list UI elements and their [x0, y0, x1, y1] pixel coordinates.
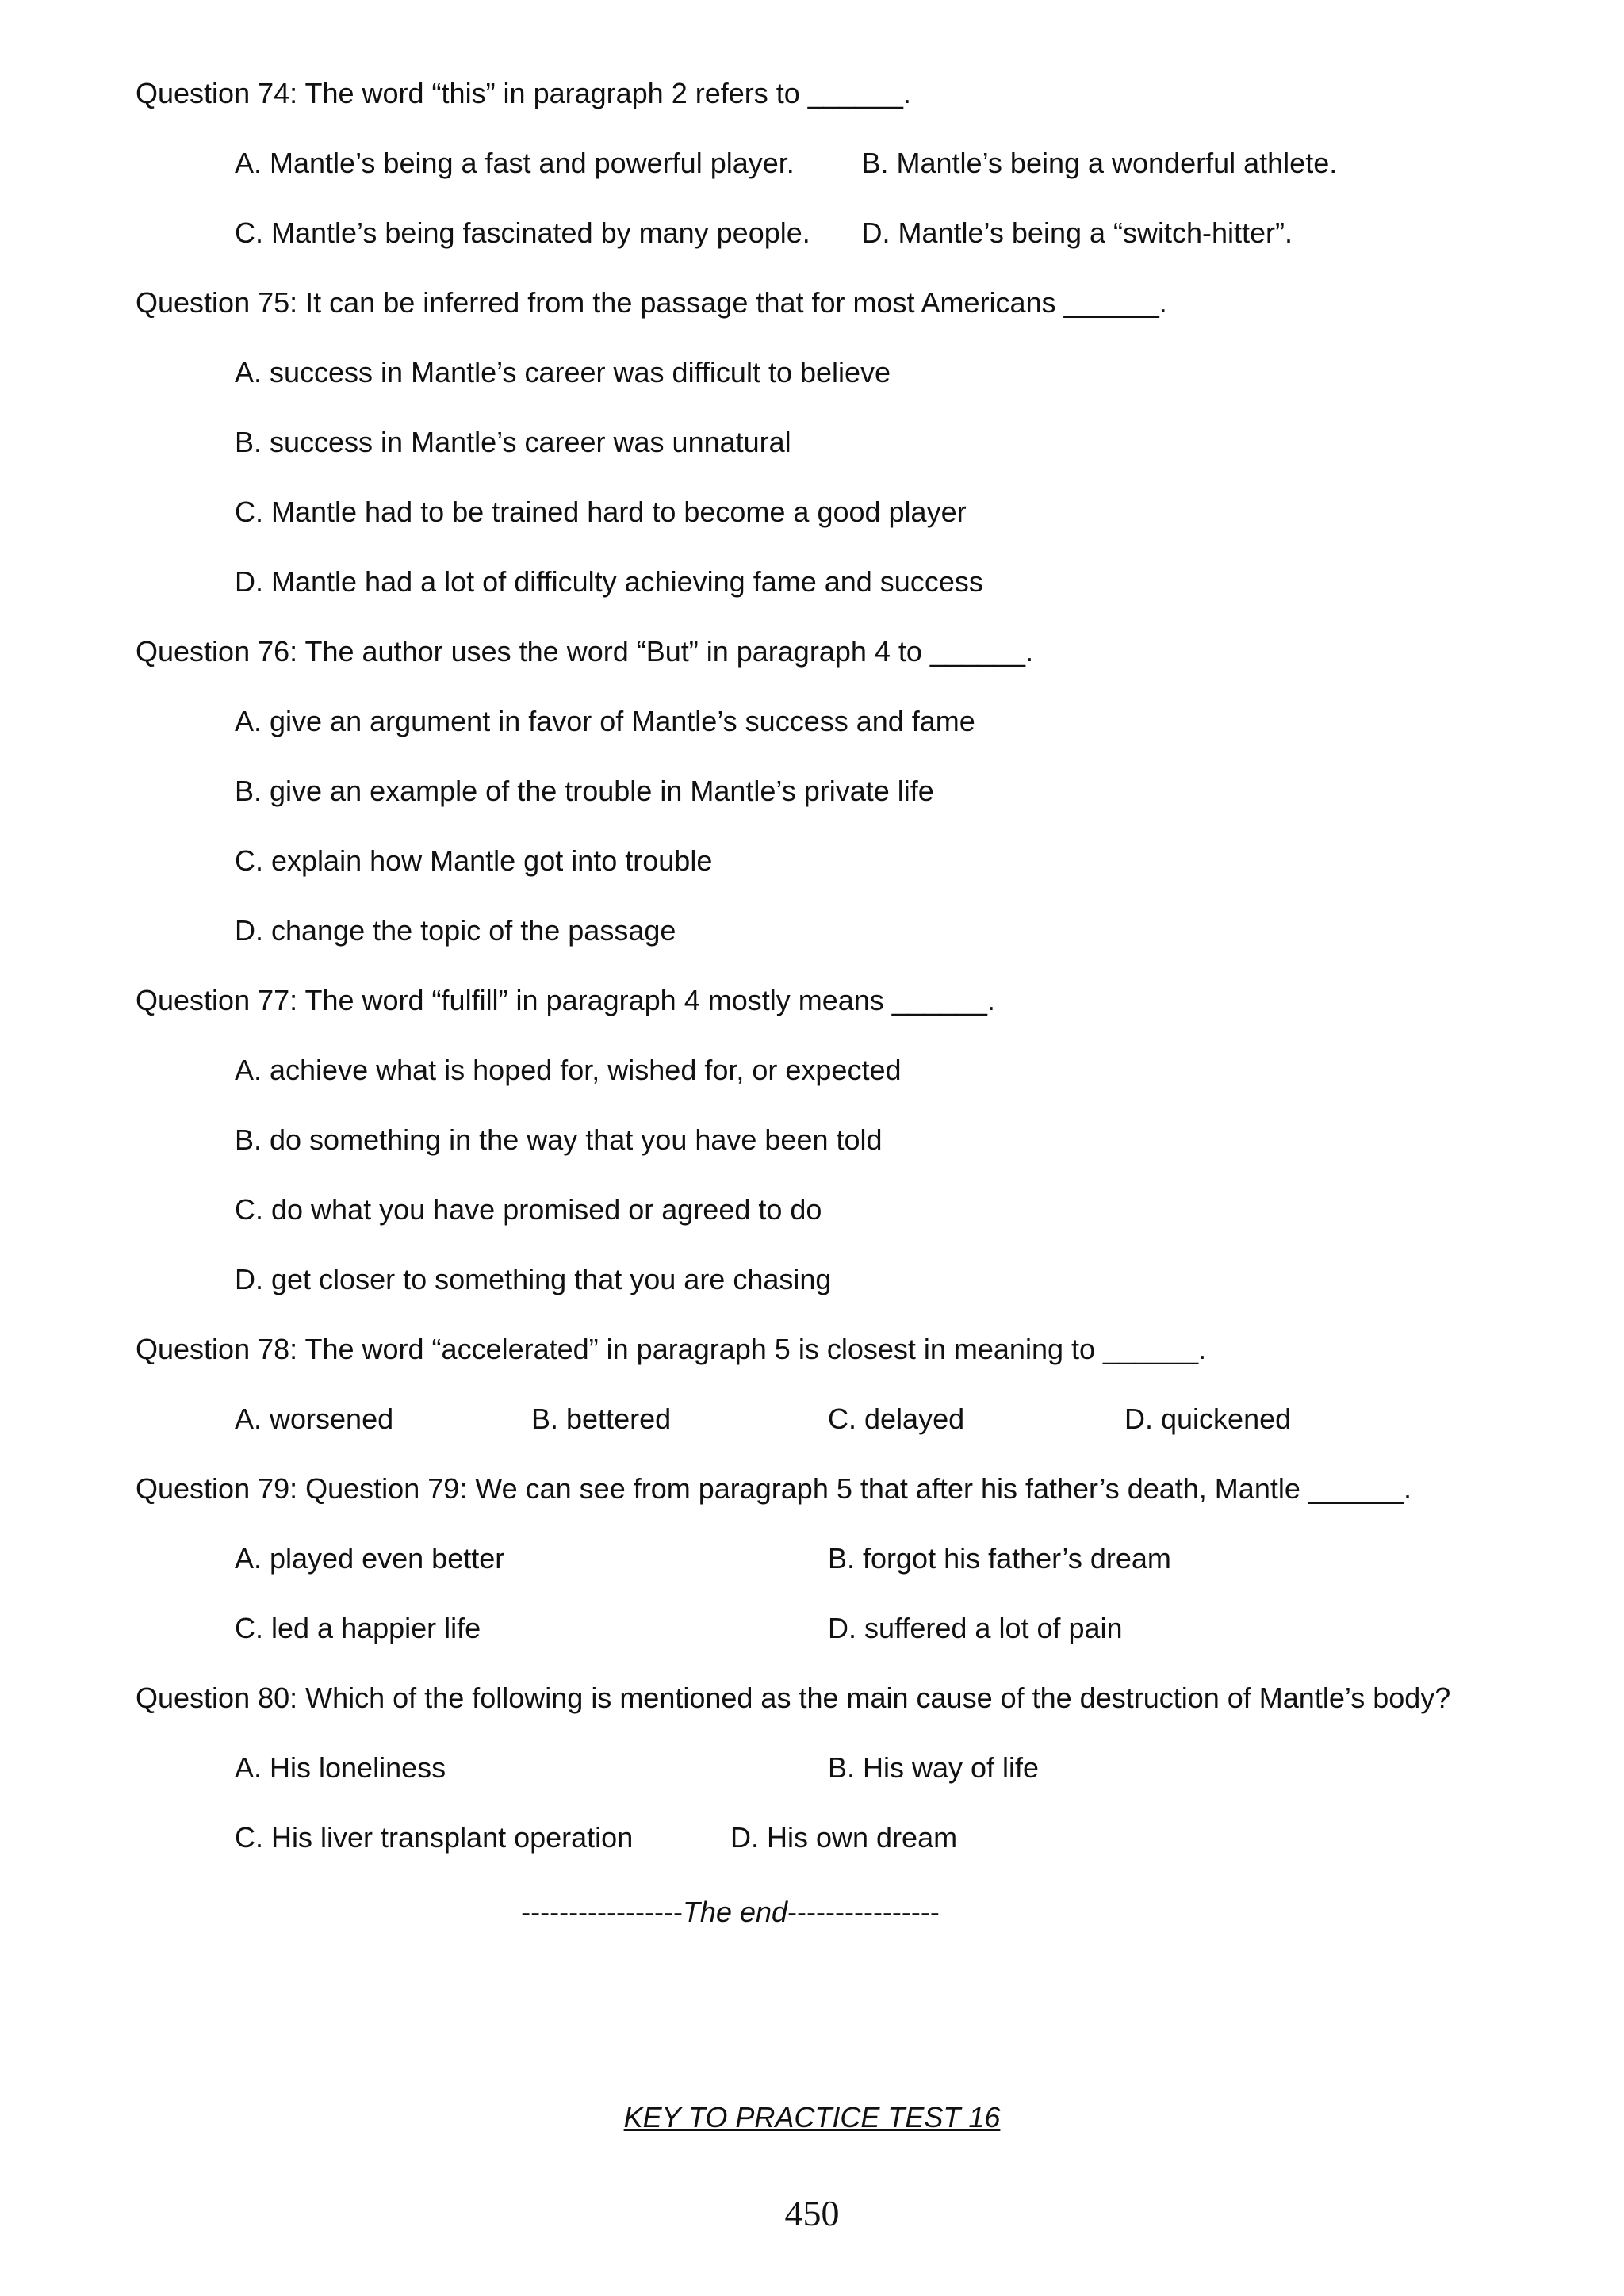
question-75-option-c: C. Mantle had to be trained hard to become a good player [235, 496, 967, 528]
question-79-option-a: A. played even better [235, 1542, 505, 1575]
question-78-option-b: B. bettered [531, 1402, 672, 1435]
question-76-stem: Question 76: The author uses the word “But” in paragraph 4 to ______. [136, 635, 1034, 668]
question-80-option-a: A. His loneliness [235, 1751, 446, 1784]
question-77-option-a: A. achieve what is hoped for, wished for, or expected [235, 1054, 902, 1086]
question-75-option-b: B. success in Mantle’s career was unnatural [235, 426, 791, 458]
page-number: 450 [784, 2193, 840, 2233]
question-80-options-row-1 [136, 1746, 1488, 1816]
question-80-option-d: D. His own dream [730, 1821, 958, 1854]
question-76-option-a: A. give an argument in favor of Mantle’s success and fame [235, 705, 975, 737]
question-76-option-d: D. change the topic of the passage [235, 914, 676, 947]
question-74-option-c: C. Mantle’s being fascinated by many people. [235, 216, 810, 249]
question-76-option-b: B. give an example of the trouble in Mantle’s private life [235, 775, 934, 807]
end-marker [136, 1890, 1325, 1960]
question-74-stem: Question 74: The word “this” in paragraph 2 refers to ______. [136, 77, 911, 109]
question-78-option-c: C. delayed [828, 1402, 965, 1435]
end-dashes-right: ---------------- [787, 1896, 940, 1928]
question-78-option-a: A. worsened [235, 1402, 394, 1435]
question-80-options-row-2 [136, 1816, 1488, 1885]
question-75-stem: Question 75: It can be inferred from the passage that for most Americans ______. [136, 286, 1167, 319]
question-74-option-a: A. Mantle’s being a fast and powerful player. [235, 147, 795, 179]
question-78-options-row [136, 1397, 1488, 1467]
end-dashes-left: ----------------- [521, 1896, 683, 1928]
question-80-option-b: B. His way of life [828, 1751, 1040, 1784]
question-74-option-b: B. Mantle’s being a wonderful athlete. [861, 147, 1338, 179]
question-79-options-row-2 [136, 1606, 1488, 1676]
question-75-option-a: A. success in Mantle’s career was difficult to believe [235, 356, 891, 388]
question-77-option-c: C. do what you have promised or agreed to do [235, 1193, 822, 1226]
question-80-stem: Question 80: Which of the following is mentioned as the main cause of the destruction of Mantle’s body? [136, 1682, 1451, 1714]
question-79-option-c: C. led a happier life [235, 1612, 481, 1644]
question-79-option-d: D. suffered a lot of pain [828, 1612, 1123, 1644]
question-78-option-d: D. quickened [1124, 1402, 1292, 1435]
question-80-option-c: C. His liver transplant operation [235, 1821, 634, 1854]
end-text: The end [682, 1896, 788, 1928]
question-79-options-row-1 [136, 1536, 1488, 1606]
question-75-option-d: D. Mantle had a lot of difficulty achieving fame and success [235, 565, 983, 598]
question-77-option-b: B. do something in the way that you have been told [235, 1123, 883, 1156]
question-79-option-b: B. forgot his father’s dream [828, 1542, 1171, 1575]
question-76-option-c: C. explain how Mantle got into trouble [235, 844, 713, 877]
answer-key-heading: KEY TO PRACTICE TEST 16 [623, 2101, 1001, 2133]
question-74-option-d: D. Mantle’s being a “switch-hitter”. [861, 216, 1293, 249]
question-77-option-d: D. get closer to something that you are chasing [235, 1263, 832, 1295]
question-74-options-row-1 [136, 141, 1488, 211]
question-list [136, 71, 1488, 1960]
question-77-stem: Question 77: The word “fulfill” in paragraph 4 mostly means ______. [136, 984, 995, 1016]
question-78-stem: Question 78: The word “accelerated” in paragraph 5 is closest in meaning to ______. [136, 1333, 1207, 1365]
question-74-options-row-2 [136, 211, 1488, 281]
question-79-stem: Question 79: Question 79: We can see from paragraph 5 that after his father’s death, Mantle ______. [136, 1472, 1411, 1505]
